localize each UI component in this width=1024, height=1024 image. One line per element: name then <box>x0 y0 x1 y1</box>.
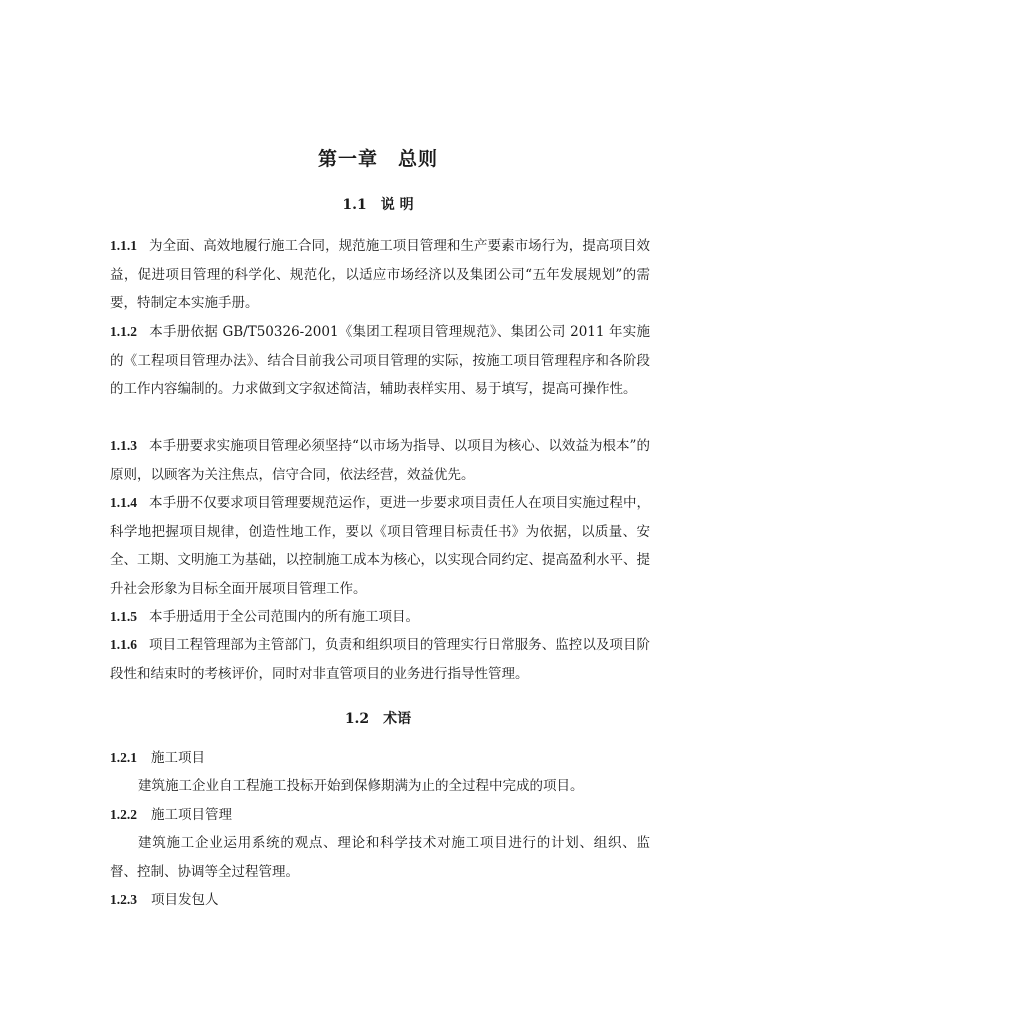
term-number: 1.2.1 <box>110 750 137 765</box>
term-definition-1-2-2: 建筑施工企业运用系统的观点、理论和科学技术对施工项目进行的计划、组织、监督、控制、协调等全过程管理。 <box>110 835 650 880</box>
clause-text: 本手册适用于全公司范围内的所有施工项目。 <box>149 609 419 625</box>
term-name: 施工项目管理 <box>151 807 232 823</box>
clause-number: 1.1.1 <box>110 238 137 253</box>
clause-text: 本手册要求实施项目管理必须坚持“以市场为指导、以项目为核心、以效益为根本”的原则，以顾客为关注焦点，信守合同，依法经营，效益优先。 <box>110 438 650 483</box>
clause-text: 项目工程管理部为主管部门，负责和组织项目的管理实行日常服务、监控以及项目阶段性和结束时的考核评价，同时对非直管项目的业务进行指导性管理。 <box>110 637 650 682</box>
clause-text: 本手册依据 GB/T50326-2001《集团工程项目管理规范》、集团公司 2011 年实施的《工程项目管理办法》、结合目前我公司项目管理的实际，按施工项目管理程序和各阶段的工作内容编制的。力求做到文字叙述简洁，辅助表样实用、易于填写，提高可操作性。 <box>110 324 650 397</box>
term-heading-1-2-2 <box>110 801 650 830</box>
clause-1-1-2 <box>110 318 650 404</box>
term-name: 项目发包人 <box>151 892 219 908</box>
clause-1-1-4 <box>110 489 650 603</box>
term-definition-1-2-1: 建筑施工企业自工程施工投标开始到保修期满为止的全过程中完成的项目。 <box>138 778 584 794</box>
chapter-title: 第一章 总则 <box>317 148 438 170</box>
clause-1-1-5 <box>110 603 650 632</box>
section-title-1-1: 1.1 说 明 <box>342 197 414 213</box>
clause-number: 1.1.3 <box>110 438 137 453</box>
clause-1-1-3 <box>110 432 650 489</box>
term-heading-1-2-3 <box>110 886 650 915</box>
section-title-1-2: 1.2 术语 <box>344 711 412 727</box>
term-number: 1.2.3 <box>110 892 137 907</box>
clause-1-1-1 <box>110 232 650 318</box>
clause-number: 1.1.6 <box>110 637 137 652</box>
term-heading-1-2-1 <box>110 744 650 773</box>
clause-number: 1.1.4 <box>110 495 137 510</box>
clause-1-1-6 <box>110 631 650 688</box>
term-number: 1.2.2 <box>110 807 137 822</box>
term-name: 施工项目 <box>151 750 205 766</box>
clause-number: 1.1.5 <box>110 609 137 624</box>
clause-text: 为全面、高效地履行施工合同，规范施工项目管理和生产要素市场行为，提高项目效益，促进项目管理的科学化、规范化，以适应市场经济以及集团公司“五年发展规划”的需要，特制定本实施手册。 <box>110 238 650 311</box>
clause-text: 本手册不仅要求项目管理要规范运作，更进一步要求项目责任人在项目实施过程中，科学地把握项目规律，创造性地工作，要以《项目管理目标责任书》为依据，以质量、安全、工期、文明施工为基础，以控制施工成本为核心，以实现合同约定、提高盈利水平、提升社会形象为目标全面开展项目管理工作。 <box>110 495 650 597</box>
clause-number: 1.1.2 <box>110 324 137 339</box>
